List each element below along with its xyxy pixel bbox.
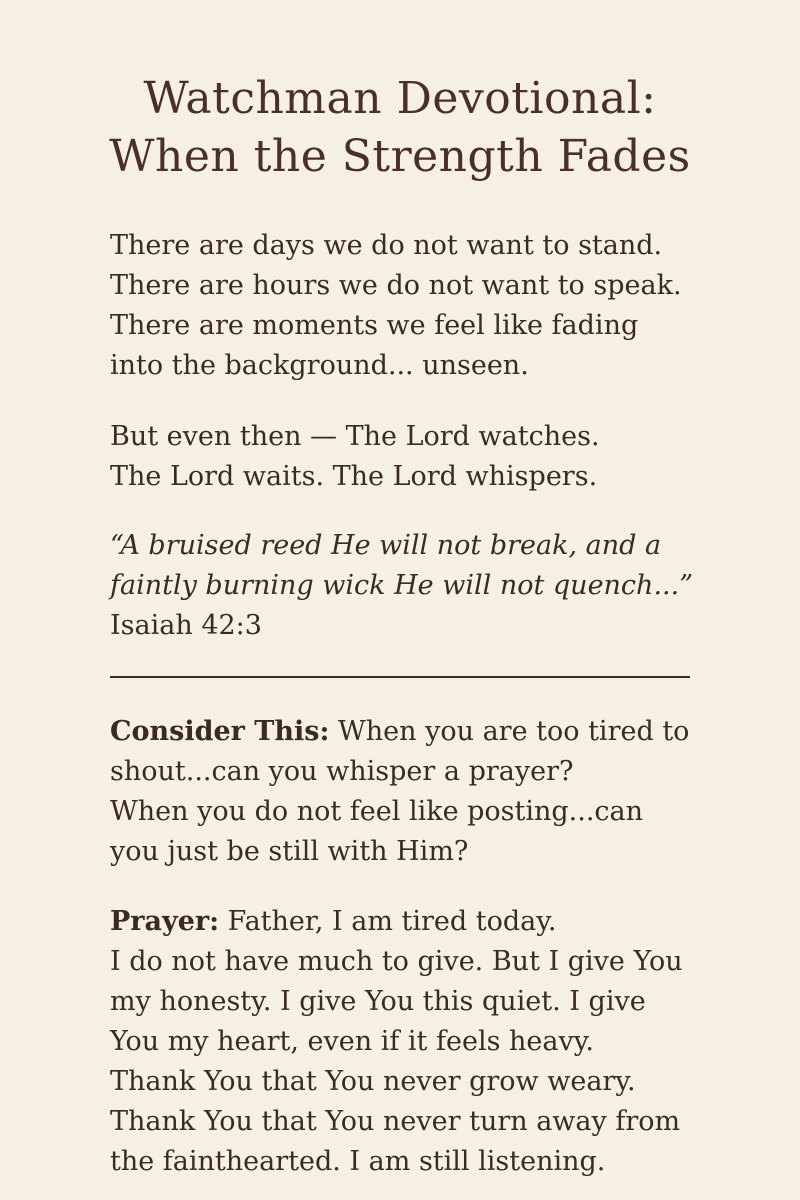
quote-line-1: “A bruised reed He will not break, and a [110,530,662,561]
prayer-line: I do not have much to give. But I give You [110,946,683,977]
page-title [0,70,800,186]
consider-first-text: When you are too tired to [329,716,690,747]
watch-line: The Lord waits. The Lord whispers. [110,461,598,492]
intro-line: into the background... unseen. [110,350,529,381]
prayer-line: You my heart, even if it feels heavy. [110,1026,594,1057]
prayer-first-text: Father, I am tired today. [219,906,557,937]
consider-line: When you do not feel like posting...can [110,796,644,827]
prayer-label: Prayer: [110,906,220,937]
intro-line: There are moments we feel like fading [110,310,639,341]
consider-line: you just be still with Him? [110,836,469,867]
prayer-paragraph [110,902,710,1182]
consider-paragraph [110,712,710,872]
title-line-2: When the Strength Fades [109,131,691,182]
watch-paragraph [110,417,710,497]
consider-label: Consider This: [110,716,330,747]
divider [110,676,690,678]
prayer-line: the fainthearted. I am still listening. [110,1146,606,1177]
prayer-line: Thank You that You never grow weary. [110,1066,636,1097]
consider-line: shout...can you whisper a prayer? [110,756,574,787]
intro-paragraph [110,226,710,386]
prayer-line: my honesty. I give You this quiet. I give [110,986,646,1017]
consider-first-line [110,712,710,752]
scripture-quote [110,526,710,646]
quote-line-2: faintly burning wick He will not quench...” [110,570,693,601]
prayer-first-line [110,902,710,942]
intro-line: There are days we do not want to stand. [110,230,663,261]
title-line-1: Watchman Devotional: [143,73,657,124]
watch-line: But even then — The Lord watches. [110,421,600,452]
prayer-line: Thank You that You never turn away from [110,1106,681,1137]
intro-line: There are hours we do not want to speak. [110,270,682,301]
scripture-reference: Isaiah 42:3 [110,610,262,641]
